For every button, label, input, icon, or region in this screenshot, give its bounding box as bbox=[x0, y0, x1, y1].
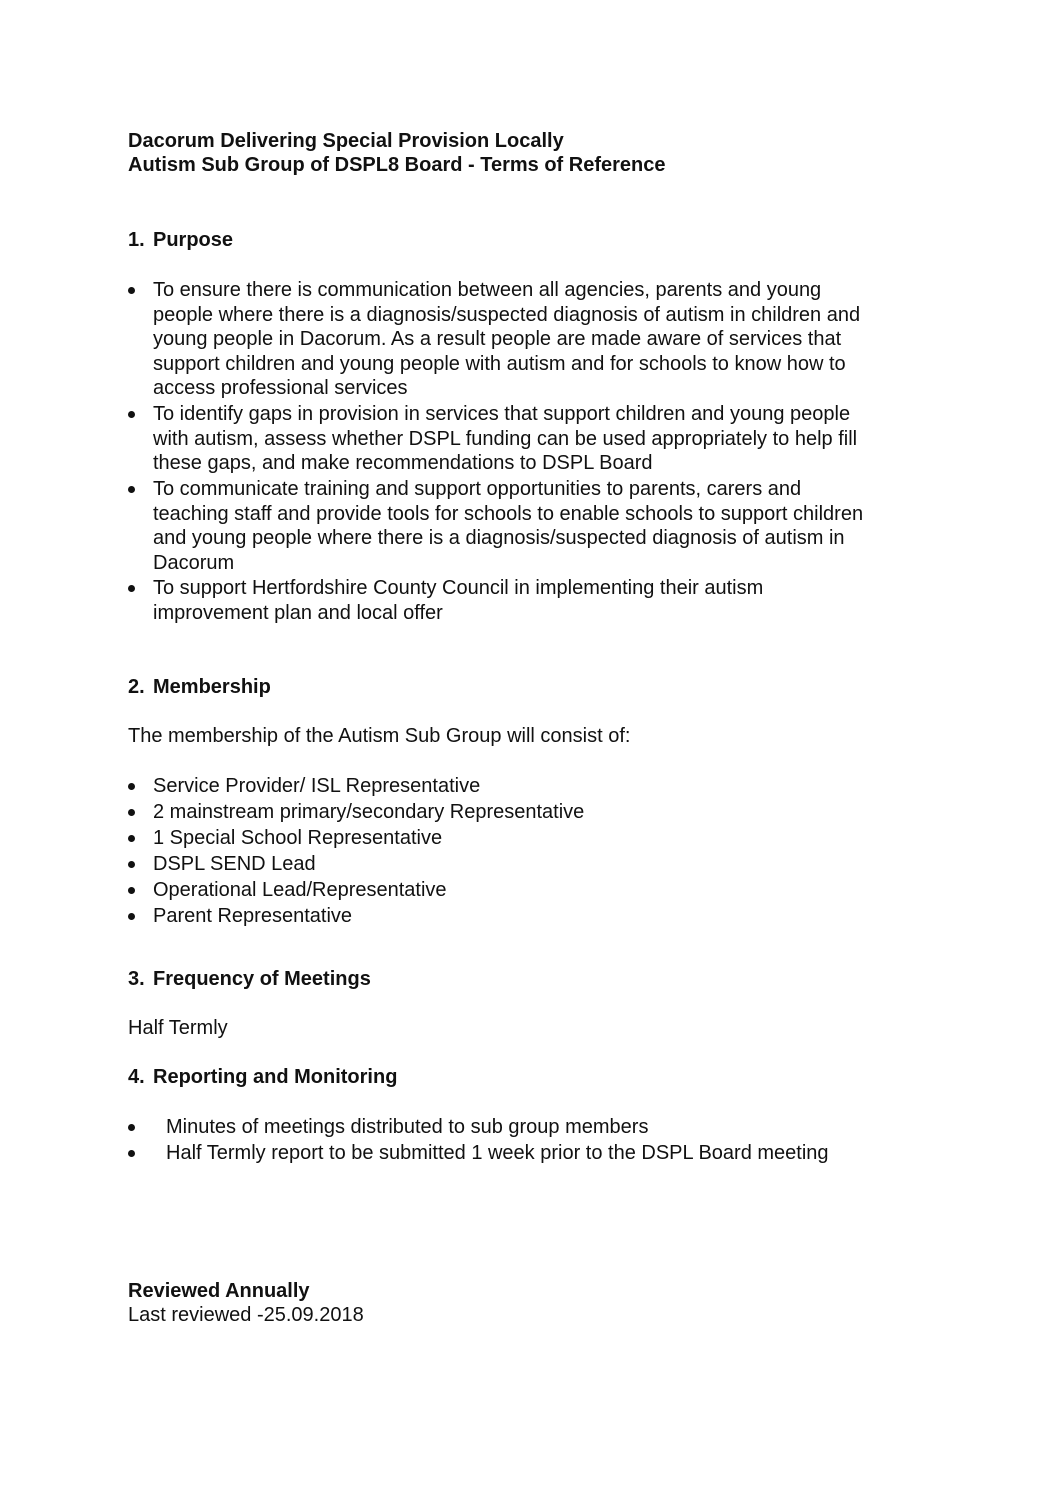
membership-intro: The membership of the Autism Sub Group will consist of: bbox=[128, 725, 631, 747]
section-number-frequency: 3. bbox=[128, 968, 145, 990]
bullet-icon bbox=[128, 411, 135, 418]
purpose-item-1-line: young people in Dacorum. As a result people are made aware of services that bbox=[153, 328, 842, 351]
purpose-item-2-line: these gaps, and make recommendations to DSPL Board bbox=[153, 452, 653, 475]
section-number-reporting: 4. bbox=[128, 1066, 145, 1088]
purpose-item-3-line: teaching staff and provide tools for schools to enable schools to support children bbox=[153, 502, 864, 525]
purpose-item-1 bbox=[153, 278, 860, 401]
last-reviewed-date: Last reviewed -25.09.2018 bbox=[128, 1304, 364, 1326]
section-number-membership: 2. bbox=[128, 676, 145, 698]
membership-item: Service Provider/ ISL Representative bbox=[153, 775, 481, 797]
document-title-line1: Dacorum Delivering Special Provision Locally bbox=[128, 130, 564, 152]
purpose-item-2-line: with autism, assess whether DSPL funding can be used appropriately to help fill bbox=[153, 427, 858, 450]
section-heading-purpose: Purpose bbox=[153, 229, 234, 251]
section-number-purpose: 1. bbox=[128, 229, 145, 251]
reporting-item: Minutes of meetings distributed to sub group members bbox=[166, 1116, 649, 1138]
bullet-icon bbox=[128, 287, 135, 294]
bullet-icon bbox=[128, 887, 135, 894]
bullet-icon bbox=[128, 913, 135, 920]
section-heading-membership: Membership bbox=[153, 676, 271, 698]
purpose-item-1-line: people where there is a diagnosis/suspected diagnosis of autism in children and bbox=[153, 303, 861, 326]
membership-item: DSPL SEND Lead bbox=[153, 853, 316, 875]
bullet-icon bbox=[128, 783, 135, 790]
bullet-icon bbox=[128, 835, 135, 842]
purpose-item-1-line: access professional services bbox=[153, 377, 408, 400]
bullet-icon bbox=[128, 809, 135, 816]
membership-item: Operational Lead/Representative bbox=[153, 879, 447, 901]
purpose-item-4-line: To support Hertfordshire County Council in implementing their autism bbox=[153, 577, 764, 599]
document-title-line2: Autism Sub Group of DSPL8 Board - Terms of Reference bbox=[128, 154, 666, 176]
purpose-item-1-line: support children and young people with autism and for schools to know how to bbox=[153, 352, 846, 375]
section-heading-frequency: Frequency of Meetings bbox=[153, 968, 371, 990]
reporting-item: Half Termly report to be submitted 1 week prior to the DSPL Board meeting bbox=[166, 1142, 829, 1164]
purpose-item-1-line: To ensure there is communication between all agencies, parents and young bbox=[153, 279, 822, 301]
purpose-item-2-line: To identify gaps in provision in services that support children and young people bbox=[153, 403, 851, 425]
purpose-item-3-line: Dacorum bbox=[153, 551, 235, 574]
purpose-item-2 bbox=[153, 402, 857, 476]
bullet-icon bbox=[128, 861, 135, 868]
frequency-text: Half Termly bbox=[128, 1017, 228, 1039]
purpose-item-3-line: To communicate training and support opportunities to parents, carers and bbox=[153, 478, 802, 500]
bullet-icon bbox=[128, 1150, 135, 1157]
section-heading-reporting: Reporting and Monitoring bbox=[153, 1066, 398, 1088]
purpose-item-3-line: and young people where there is a diagnosis/suspected diagnosis of autism in bbox=[153, 527, 845, 550]
membership-item: 2 mainstream primary/secondary Representative bbox=[153, 801, 585, 823]
bullet-icon bbox=[128, 1124, 135, 1131]
purpose-item-4 bbox=[153, 576, 763, 625]
purpose-item-3 bbox=[153, 477, 863, 575]
purpose-item-4-line: improvement plan and local offer bbox=[153, 601, 443, 624]
reviewed-label: Reviewed Annually bbox=[128, 1280, 310, 1302]
membership-item: 1 Special School Representative bbox=[153, 827, 443, 849]
bullet-icon bbox=[128, 585, 135, 592]
membership-item: Parent Representative bbox=[153, 905, 353, 927]
bullet-icon bbox=[128, 486, 135, 493]
